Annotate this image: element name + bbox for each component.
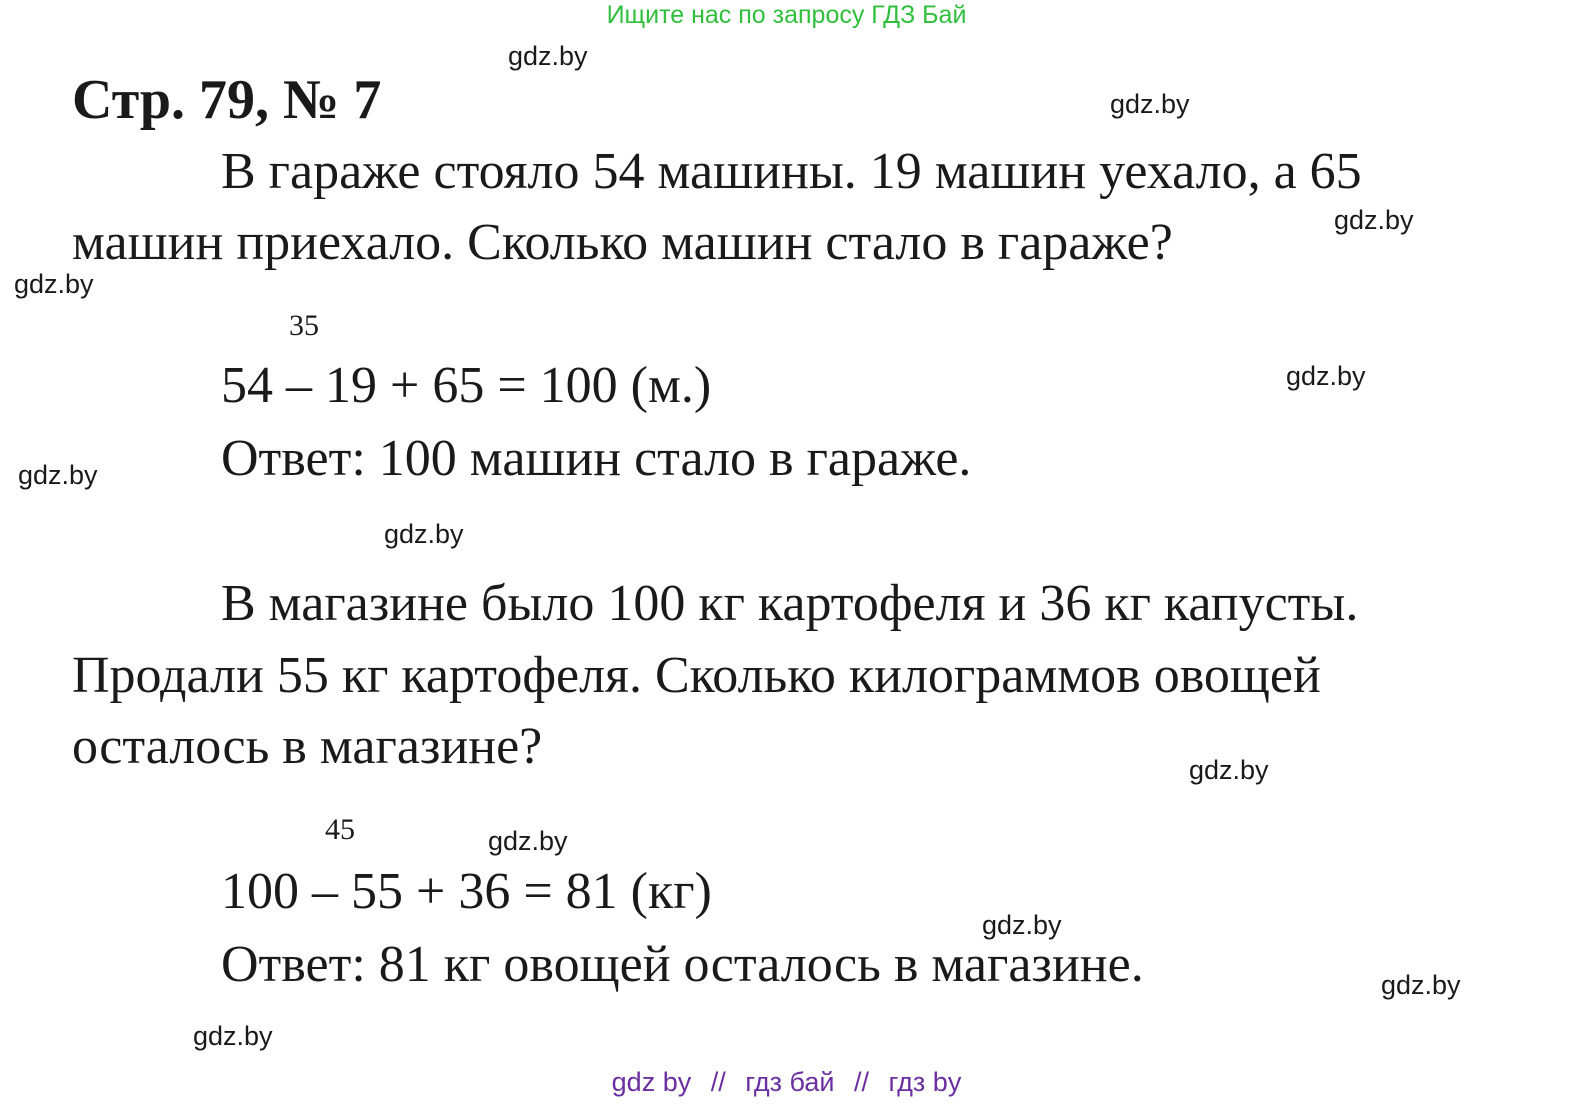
task2-equation: 100 – 55 + 36 = 81 (кг) — [221, 863, 712, 920]
footer-separator: // — [854, 1067, 870, 1097]
footer-link-gdz-by-cyr[interactable]: гдз by — [888, 1067, 962, 1097]
task2-intermediate-value: 45 — [325, 813, 355, 846]
search-banner: Ищите нас по запросу ГДЗ Бай — [606, 1, 967, 29]
task2-answer: Ответ: 81 кг овощей осталось в магазине. — [221, 936, 1144, 993]
footer-link-gdz-by[interactable]: gdz by — [611, 1067, 692, 1097]
footer-link-gdz-bai[interactable]: гдз бай — [745, 1067, 835, 1097]
watermark: gdz.by — [1286, 361, 1366, 391]
watermark: gdz.by — [1381, 970, 1461, 1000]
task1-text-line2: машин приехало. Сколько машин стало в гараже? — [72, 214, 1173, 271]
watermark: gdz.by — [508, 41, 588, 71]
task1-equation: 54 – 19 + 65 = 100 (м.) — [221, 357, 712, 414]
page-title: Стр. 79, № 7 — [72, 69, 382, 131]
watermark: gdz.by — [1189, 755, 1269, 785]
watermark: gdz.by — [193, 1021, 273, 1051]
watermark: gdz.by — [384, 519, 464, 549]
task1-text-line1: В гараже стояло 54 машины. 19 машин уехало, а 65 — [221, 143, 1362, 200]
watermark: gdz.by — [14, 269, 94, 299]
footer-links — [0, 1066, 1573, 1098]
footer-separator: // — [710, 1067, 726, 1097]
watermark: gdz.by — [18, 460, 98, 490]
watermark: gdz.by — [1110, 89, 1190, 119]
task1-intermediate-value: 35 — [289, 309, 319, 342]
task2-text-line3: осталось в магазине? — [72, 718, 543, 775]
task1-answer: Ответ: 100 машин стало в гараже. — [221, 430, 972, 487]
task2-text-line1: В магазине было 100 кг картофеля и 36 кг капусты. — [221, 575, 1359, 632]
task2-text-line2: Продали 55 кг картофеля. Сколько килограммов овощей — [72, 647, 1321, 704]
watermark: gdz.by — [1334, 205, 1414, 235]
watermark: gdz.by — [982, 910, 1062, 940]
watermark: gdz.by — [488, 826, 568, 856]
